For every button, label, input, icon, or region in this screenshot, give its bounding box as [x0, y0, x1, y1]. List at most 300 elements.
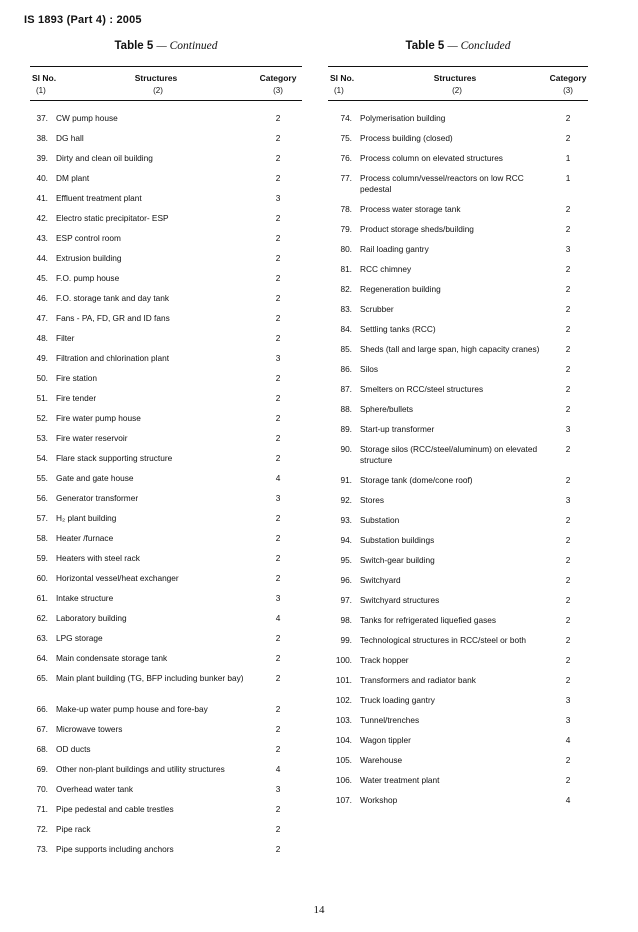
row-structure: Warehouse — [360, 755, 403, 765]
row-category: 2 — [275, 373, 281, 383]
table-row — [328, 695, 588, 715]
table-row — [30, 353, 302, 373]
row-number: 103. — [335, 715, 352, 725]
row-structure: Electro static precipitator- ESP — [56, 213, 169, 223]
table-row — [328, 404, 588, 424]
row-structure: Fire tender — [56, 393, 97, 403]
row-number: 98. — [340, 615, 352, 625]
table-row — [328, 224, 588, 244]
row-number: 82. — [340, 284, 352, 294]
table-row — [328, 304, 588, 324]
row-number: 63. — [36, 633, 48, 643]
row-category: 2 — [275, 233, 281, 243]
col-header-no: Sl No. — [330, 72, 355, 83]
row-category: 2 — [275, 804, 281, 814]
table-row — [328, 264, 588, 284]
col-header-no: Sl No. — [32, 72, 57, 83]
row-category: 2 — [565, 264, 571, 274]
table-row — [30, 453, 302, 473]
table-row — [328, 635, 588, 655]
table-row — [328, 475, 588, 495]
table-row — [30, 553, 302, 573]
table-row — [30, 704, 302, 724]
row-structure: DG hall — [56, 133, 84, 143]
row-number: 90. — [340, 444, 352, 454]
row-category: 2 — [275, 453, 281, 463]
row-structure: Storage silos (RCC/steel/aluminum) on elevated structure — [360, 444, 538, 465]
table-row — [328, 655, 588, 675]
row-structure: Laboratory building — [56, 613, 127, 623]
row-category: 2 — [565, 675, 571, 685]
row-category: 2 — [565, 515, 571, 525]
row-number: 42. — [36, 213, 48, 223]
row-category: 3 — [565, 695, 571, 705]
row-number: 69. — [36, 764, 48, 774]
row-structure: RCC chimney — [360, 264, 412, 274]
row-category: 2 — [275, 724, 281, 734]
row-number: 41. — [36, 193, 48, 203]
row-category: 2 — [565, 384, 571, 394]
col-header-category: Category — [259, 72, 297, 83]
row-structure: Scrubber — [360, 304, 394, 314]
row-category: 2 — [565, 775, 571, 785]
row-category: 2 — [275, 653, 281, 663]
row-structure: Process water storage tank — [360, 204, 461, 214]
row-category: 2 — [565, 404, 571, 414]
row-category: 2 — [565, 204, 571, 214]
table-row — [30, 373, 302, 393]
row-category: 2 — [565, 133, 571, 143]
table-row — [328, 615, 588, 635]
row-number: 72. — [36, 824, 48, 834]
table-row — [30, 153, 302, 173]
row-structure: Overhead water tank — [56, 784, 134, 794]
row-number: 75. — [340, 133, 352, 143]
table-row — [30, 744, 302, 764]
row-number: 92. — [340, 495, 352, 505]
row-number: 88. — [340, 404, 352, 414]
row-structure: Fans - PA, FD, GR and ID fans — [56, 313, 170, 323]
col-number-category: (3) — [273, 86, 283, 95]
row-category: 2 — [275, 673, 281, 683]
row-structure: Gate and gate house — [56, 473, 134, 483]
row-structure: Substation — [360, 515, 400, 525]
row-number: 49. — [36, 353, 48, 363]
row-structure: Make-up water pump house and fore-bay — [56, 704, 208, 714]
row-structure: Product storage sheds/building — [360, 224, 474, 234]
row-number: 73. — [36, 844, 48, 854]
row-category: 2 — [275, 553, 281, 563]
row-category: 2 — [565, 615, 571, 625]
table-row — [30, 253, 302, 273]
table-row — [328, 204, 588, 224]
row-category: 2 — [275, 113, 281, 123]
table-row — [328, 515, 588, 535]
table-row — [30, 193, 302, 213]
row-category: 2 — [565, 755, 571, 765]
table-row — [328, 364, 588, 384]
row-category: 2 — [275, 573, 281, 583]
row-number: 59. — [36, 553, 48, 563]
row-number: 48. — [36, 333, 48, 343]
row-structure: Silos — [360, 364, 378, 374]
right-table-title — [328, 40, 588, 52]
row-category: 2 — [565, 575, 571, 585]
table-row — [30, 784, 302, 804]
table-row — [328, 555, 588, 575]
row-category: 2 — [275, 744, 281, 754]
row-number: 71. — [36, 804, 48, 814]
row-structure: Regeneration building — [360, 284, 441, 294]
row-category: 4 — [565, 795, 571, 805]
row-number: 57. — [36, 513, 48, 523]
row-number: 91. — [340, 475, 352, 485]
table-row — [328, 775, 588, 795]
row-structure: Water treatment plant — [360, 775, 440, 785]
row-structure: Fire water reservoir — [56, 433, 128, 443]
row-structure: Pipe supports including anchors — [56, 844, 174, 854]
row-structure: OD ducts — [56, 744, 91, 754]
row-category: 2 — [275, 844, 281, 854]
table-row — [328, 133, 588, 153]
row-number: 54. — [36, 453, 48, 463]
row-structure: DM plant — [56, 173, 90, 183]
left-table — [30, 40, 302, 864]
row-structure: Dirty and clean oil building — [56, 153, 153, 163]
row-category: 3 — [275, 193, 281, 203]
row-category: 2 — [275, 433, 281, 443]
table-row — [328, 595, 588, 615]
row-number: 93. — [340, 515, 352, 525]
table-row — [328, 495, 588, 515]
row-category: 3 — [565, 244, 571, 254]
row-category: 2 — [565, 444, 571, 454]
row-category: 3 — [565, 715, 571, 725]
table-row — [30, 473, 302, 493]
table-row — [30, 653, 302, 673]
row-category: 2 — [275, 293, 281, 303]
row-number: 101. — [335, 675, 352, 685]
row-structure: Generator transformer — [56, 493, 139, 503]
right-table-title-suffix: — Concluded — [447, 40, 511, 52]
row-number: 85. — [340, 344, 352, 354]
row-number: 51. — [36, 393, 48, 403]
row-structure: Technological structures in RCC/steel or both — [360, 635, 527, 645]
table-row — [30, 824, 302, 844]
row-category: 2 — [275, 513, 281, 523]
row-number: 70. — [36, 784, 48, 794]
col-number-no: (1) — [36, 86, 46, 95]
table-row — [328, 795, 588, 815]
table-row — [30, 804, 302, 824]
row-number: 83. — [340, 304, 352, 314]
row-category: 2 — [565, 364, 571, 374]
row-number: 96. — [340, 575, 352, 585]
table-row — [30, 613, 302, 633]
row-number: 84. — [340, 324, 352, 334]
table-row — [328, 244, 588, 264]
row-number: 38. — [36, 133, 48, 143]
row-number: 60. — [36, 573, 48, 583]
row-number: 79. — [340, 224, 352, 234]
table-row — [328, 384, 588, 404]
table-row — [30, 573, 302, 593]
table-row — [30, 533, 302, 553]
row-structure: Main plant building (TG, BFP including bunker bay) — [56, 673, 244, 683]
row-number: 97. — [340, 595, 352, 605]
row-structure: Fire station — [56, 373, 98, 383]
row-number: 107. — [335, 795, 352, 805]
left-table-title — [30, 40, 302, 52]
row-structure: Horizontal vessel/heat exchanger — [56, 573, 179, 583]
row-number: 78. — [340, 204, 352, 214]
table-row — [30, 513, 302, 533]
col-number-no: (1) — [334, 86, 344, 95]
row-category: 3 — [565, 424, 571, 434]
row-number: 45. — [36, 273, 48, 283]
row-structure: Settling tanks (RCC) — [360, 324, 436, 334]
row-category: 2 — [275, 633, 281, 643]
row-number: 87. — [340, 384, 352, 394]
table-row — [328, 715, 588, 735]
row-structure: Truck loading gantry — [360, 695, 435, 705]
row-structure: Filtration and chlorination plant — [56, 353, 169, 363]
row-category: 2 — [565, 595, 571, 605]
table-row — [30, 633, 302, 653]
table-row — [328, 344, 588, 364]
row-number: 40. — [36, 173, 48, 183]
row-category: 2 — [565, 344, 571, 354]
row-category: 3 — [275, 493, 281, 503]
document-header: IS 1893 (Part 4) : 2005 — [24, 14, 142, 26]
row-structure: Switch-gear building — [360, 555, 435, 565]
table-row — [30, 233, 302, 253]
table-row — [30, 593, 302, 613]
row-number: 94. — [340, 535, 352, 545]
row-category: 2 — [565, 224, 571, 234]
row-number: 67. — [36, 724, 48, 734]
row-structure: Stores — [360, 495, 384, 505]
row-category: 2 — [565, 475, 571, 485]
table-row — [30, 113, 302, 133]
table-row — [30, 133, 302, 153]
right-table-title-main: Table 5 — [405, 40, 445, 52]
table-row — [30, 313, 302, 333]
row-number: 81. — [340, 264, 352, 274]
row-category: 3 — [565, 495, 571, 505]
row-category: 1 — [565, 153, 571, 163]
row-structure: Tunnel/trenches — [360, 715, 420, 725]
row-number: 61. — [36, 593, 48, 603]
row-number: 77. — [340, 173, 352, 183]
page-number: 14 — [313, 904, 325, 916]
table-row — [328, 535, 588, 555]
row-category: 4 — [565, 735, 571, 745]
col-header-category: Category — [549, 72, 587, 83]
row-category: 1 — [565, 173, 571, 183]
row-structure: Transformers and radiator bank — [360, 675, 476, 685]
table-row — [30, 393, 302, 413]
row-structure: Microwave towers — [56, 724, 123, 734]
row-structure: Workshop — [360, 795, 398, 805]
row-number: 44. — [36, 253, 48, 263]
row-structure: Intake structure — [56, 593, 114, 603]
left-table-body — [30, 113, 302, 864]
table-row — [328, 284, 588, 304]
table-row — [30, 724, 302, 744]
row-category: 3 — [275, 353, 281, 363]
left-table-title-main: Table 5 — [114, 40, 154, 52]
row-structure: Heaters with steel rack — [56, 553, 140, 563]
row-structure: Rail loading gantry — [360, 244, 429, 254]
row-structure: Sheds (tall and large span, high capacity cranes) — [360, 344, 540, 354]
row-structure: H₂ plant building — [56, 513, 117, 523]
table-row — [328, 173, 588, 204]
col-header-structures: Structures — [433, 72, 477, 83]
table-row — [30, 333, 302, 353]
table-row — [30, 213, 302, 233]
row-category: 4 — [275, 473, 281, 483]
row-structure: Flare stack supporting structure — [56, 453, 173, 463]
row-structure: Substation buildings — [360, 535, 435, 545]
table-row — [328, 675, 588, 695]
table-row — [328, 424, 588, 444]
row-category: 2 — [565, 304, 571, 314]
row-category: 2 — [565, 535, 571, 545]
table-row — [30, 273, 302, 293]
table-row — [30, 844, 302, 864]
row-structure: Wagon tippler — [360, 735, 411, 745]
row-number: 80. — [340, 244, 352, 254]
row-category: 2 — [565, 635, 571, 645]
row-structure: Sphere/bullets — [360, 404, 414, 414]
row-structure: Other non-plant buildings and utility structures — [56, 764, 225, 774]
row-category: 2 — [275, 313, 281, 323]
table-row — [30, 293, 302, 313]
row-category: 2 — [275, 824, 281, 834]
table-row — [30, 673, 302, 704]
table-row — [328, 444, 588, 475]
row-structure: Process building (closed) — [360, 133, 453, 143]
row-category: 2 — [565, 655, 571, 665]
row-category: 2 — [565, 324, 571, 334]
row-number: 56. — [36, 493, 48, 503]
row-number: 95. — [340, 555, 352, 565]
row-structure: Tanks for refrigerated liquefied gases — [360, 615, 497, 625]
row-number: 76. — [340, 153, 352, 163]
table-row — [30, 764, 302, 784]
table-row — [30, 413, 302, 433]
row-number: 66. — [36, 704, 48, 714]
row-number: 58. — [36, 533, 48, 543]
row-number: 52. — [36, 413, 48, 423]
row-category: 2 — [275, 253, 281, 263]
row-number: 43. — [36, 233, 48, 243]
row-category: 2 — [275, 173, 281, 183]
right-table-header — [328, 66, 588, 101]
row-number: 102. — [335, 695, 352, 705]
row-structure: Heater /furnace — [56, 533, 114, 543]
row-number: 99. — [340, 635, 352, 645]
row-number: 55. — [36, 473, 48, 483]
row-category: 2 — [275, 213, 281, 223]
row-number: 100. — [335, 655, 352, 665]
table-row — [30, 173, 302, 193]
row-structure: Pipe rack — [56, 824, 91, 834]
left-table-header — [30, 66, 302, 101]
row-structure: Process column/vessel/reactors on low RCC pedestal — [360, 173, 524, 194]
row-number: 39. — [36, 153, 48, 163]
row-category: 2 — [565, 555, 571, 565]
row-number: 105. — [335, 755, 352, 765]
row-structure: Pipe pedestal and cable trestles — [56, 804, 174, 814]
row-category: 2 — [275, 533, 281, 543]
row-structure: F.O. storage tank and day tank — [56, 293, 169, 303]
row-structure: Track hopper — [360, 655, 409, 665]
row-number: 68. — [36, 744, 48, 754]
row-number: 106. — [335, 775, 352, 785]
row-category: 4 — [275, 613, 281, 623]
left-table-title-suffix: — Continued — [156, 40, 218, 52]
row-number: 53. — [36, 433, 48, 443]
right-table — [328, 40, 588, 815]
row-number: 74. — [340, 113, 352, 123]
table-row — [328, 735, 588, 755]
row-number: 64. — [36, 653, 48, 663]
row-category: 2 — [275, 393, 281, 403]
col-header-structures: Structures — [134, 72, 178, 83]
table-row — [328, 575, 588, 595]
row-structure: Switchyard — [360, 575, 401, 585]
row-category: 3 — [275, 593, 281, 603]
row-number: 37. — [36, 113, 48, 123]
row-number: 47. — [36, 313, 48, 323]
row-structure: Fire water pump house — [56, 413, 141, 423]
row-number: 65. — [36, 673, 48, 683]
table-row — [30, 493, 302, 513]
table-row — [30, 433, 302, 453]
row-category: 2 — [275, 704, 281, 714]
row-structure: Effluent treatment plant — [56, 193, 142, 203]
row-structure: LPG storage — [56, 633, 103, 643]
row-category: 3 — [275, 784, 281, 794]
row-structure: F.O. pump house — [56, 273, 120, 283]
col-number-structures: (2) — [153, 86, 163, 95]
row-category: 2 — [565, 113, 571, 123]
table-row — [328, 324, 588, 344]
row-number: 62. — [36, 613, 48, 623]
table-row — [328, 755, 588, 775]
row-category: 2 — [275, 333, 281, 343]
row-number: 89. — [340, 424, 352, 434]
row-structure: Switchyard structures — [360, 595, 440, 605]
right-table-body — [328, 113, 588, 815]
row-structure: Start-up transformer — [360, 424, 435, 434]
table-row — [328, 113, 588, 133]
col-number-structures: (2) — [452, 86, 462, 95]
row-structure: Polymerisation building — [360, 113, 446, 123]
row-structure: Smelters on RCC/steel structures — [360, 384, 484, 394]
row-structure: Extrusion building — [56, 253, 122, 263]
row-category: 2 — [275, 133, 281, 143]
row-number: 46. — [36, 293, 48, 303]
row-category: 2 — [275, 273, 281, 283]
row-category: 2 — [275, 413, 281, 423]
row-structure: Storage tank (dome/cone roof) — [360, 475, 473, 485]
row-structure: CW pump house — [56, 113, 118, 123]
row-number: 86. — [340, 364, 352, 374]
row-structure: ESP control room — [56, 233, 121, 243]
